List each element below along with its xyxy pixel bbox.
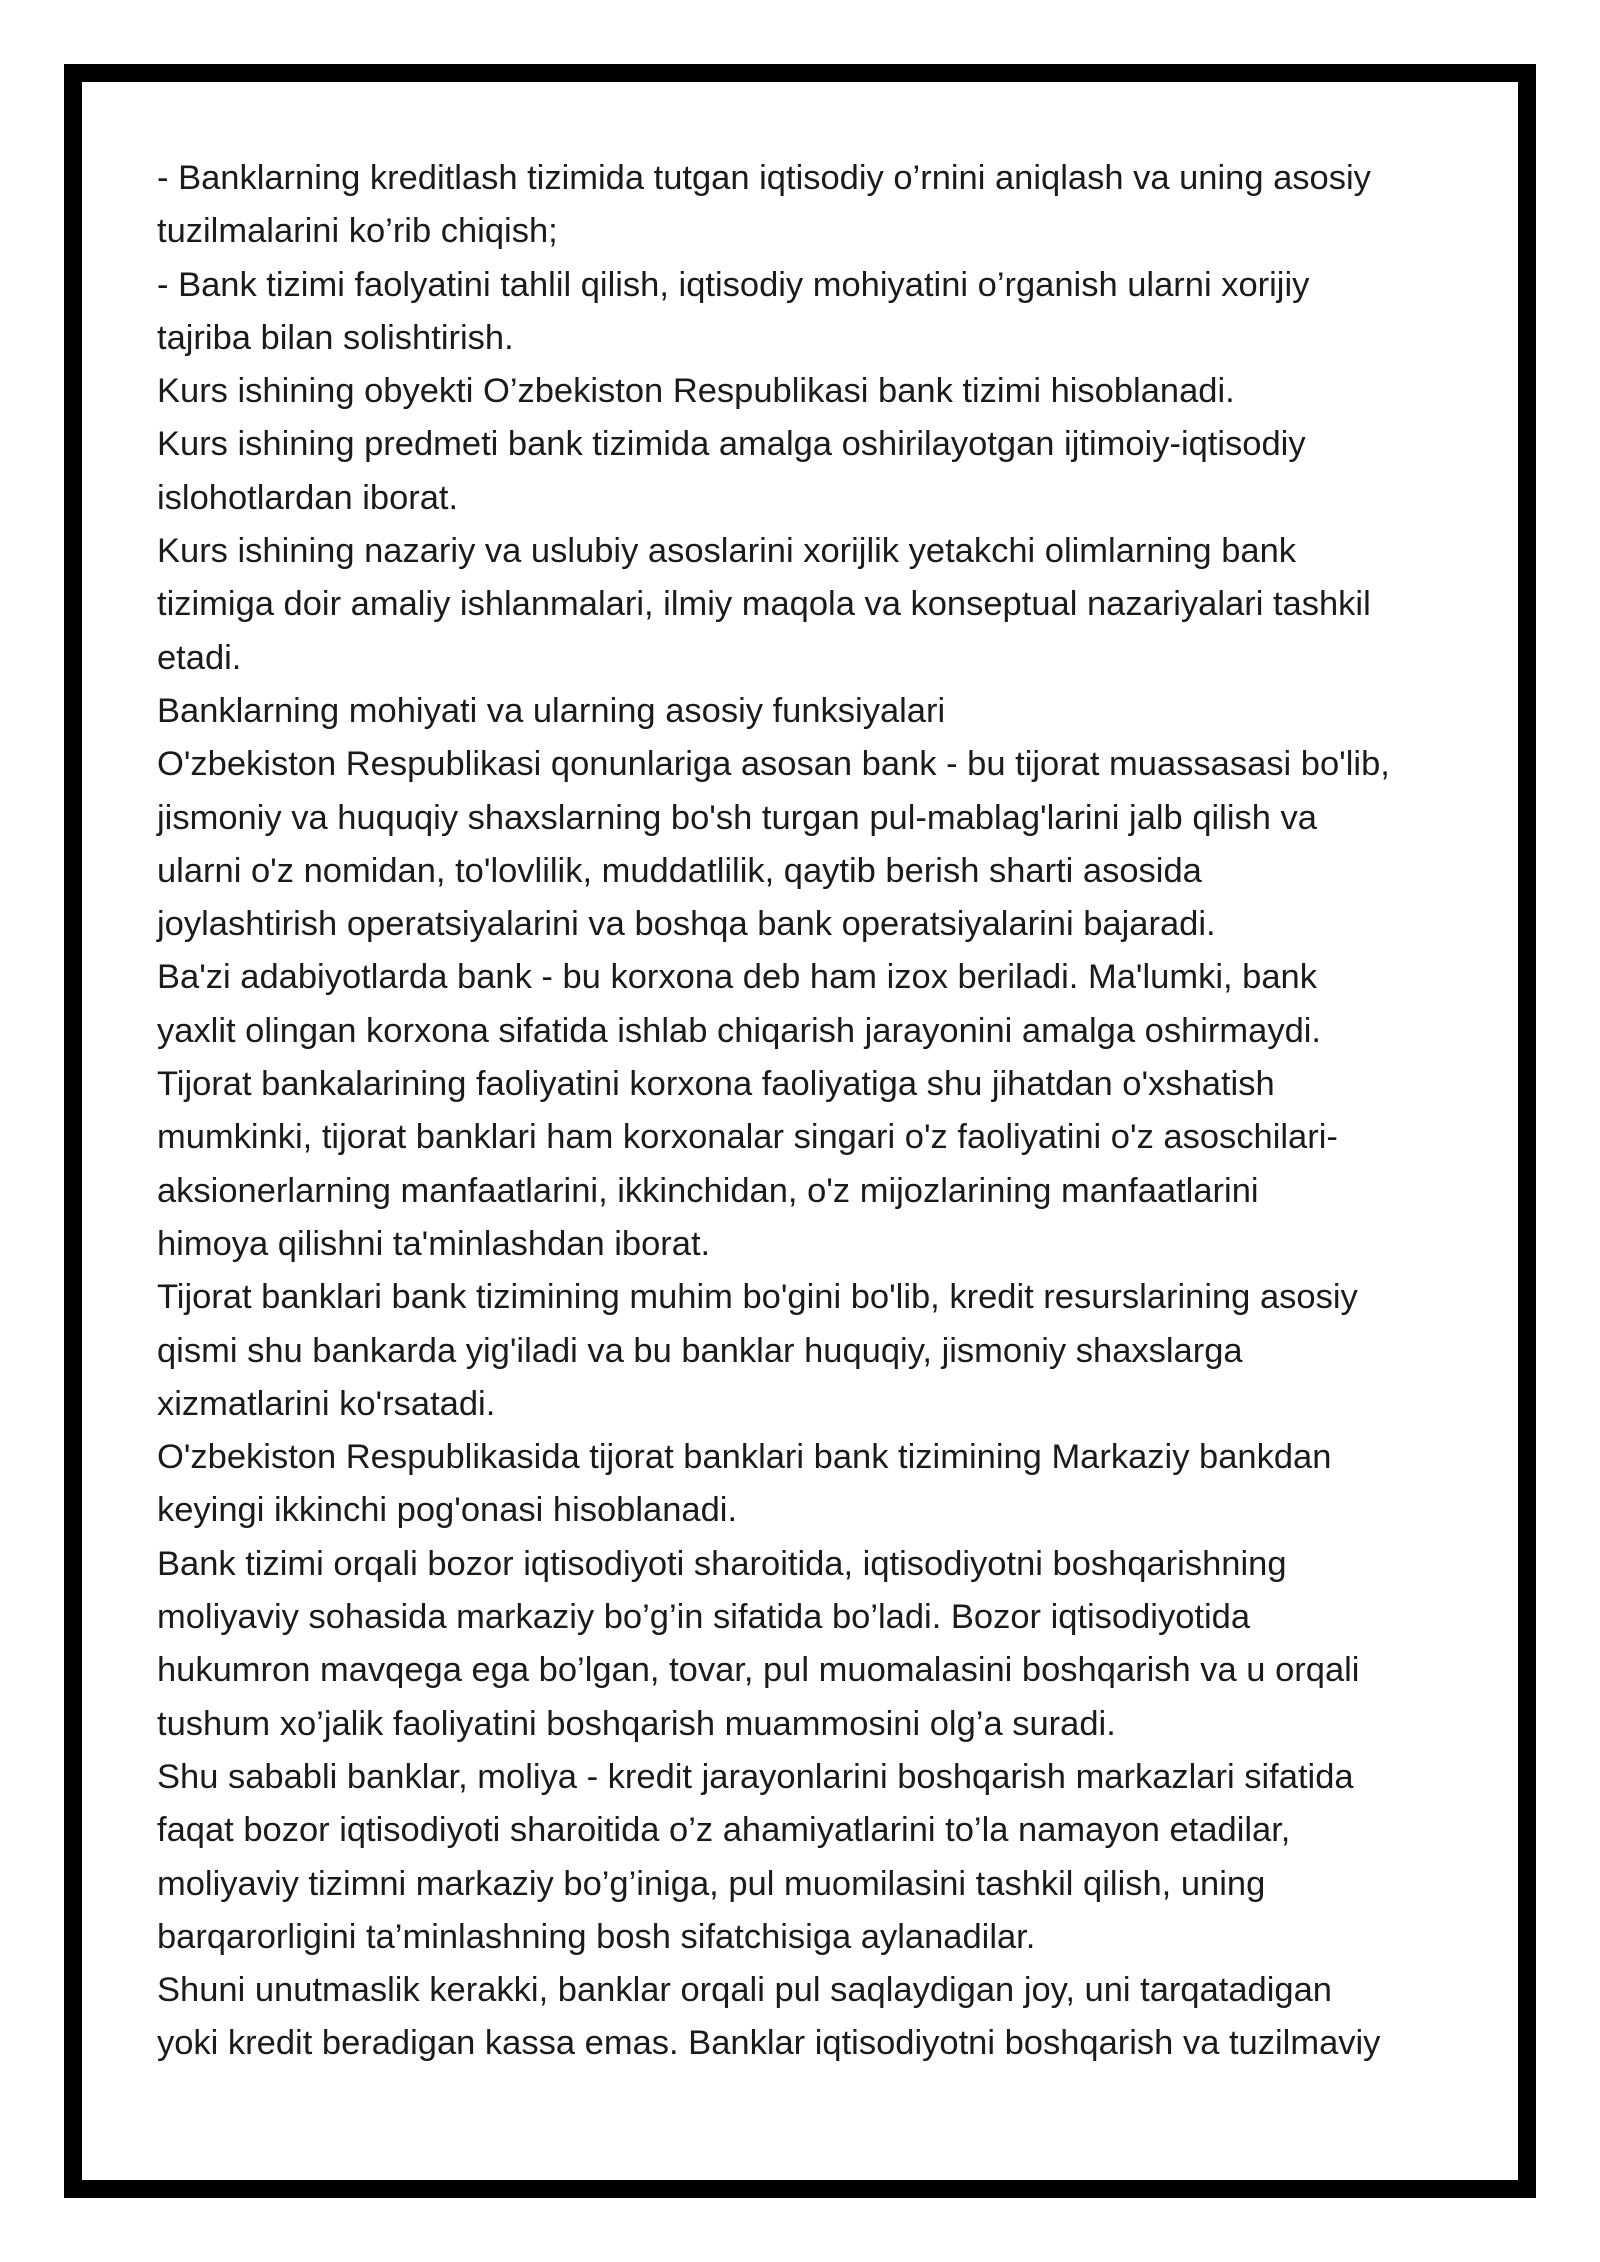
text-line: O'zbekiston Respublikasi qonunlariga asosan bank - bu tijorat muassasasi bo'lib, — [157, 745, 1390, 784]
text-line: jismoniy va huquqiy shaxslarning bo'sh turgan pul-mablag'larini jalb qilish va — [157, 798, 1317, 837]
text-line: Bank tizimi orqali bozor iqtisodiyoti sharoitida, iqtisodiyotni boshqarishning — [157, 1544, 1287, 1583]
text-line: Tijorat bankalarining faoliyatini korxona faoliyatiga shu jihatdan o'xshatish — [157, 1065, 1275, 1104]
text-line: tajriba bilan solishtirish. — [157, 318, 514, 357]
document-body — [157, 152, 1487, 2071]
text-line: tizimiga doir amaliy ishlanmalari, ilmiy maqola va konseptual nazariyalari tashkil — [157, 585, 1371, 624]
text-line: hukumron mavqega ega bo’lgan, tovar, pul muomalasini boshqarish va u orqali — [157, 1651, 1360, 1690]
text-line: qismi shu bankarda yig'iladi va bu banklar huquqiy, jismoniy shaxslarga — [157, 1331, 1243, 1370]
text-line: keyingi ikkinchi pog'onasi hisoblanadi. — [157, 1491, 738, 1530]
text-line: aksionerlarning manfaatlarini, ikkinchidan, o'z mijozlarining manfaatlarini — [157, 1171, 1259, 1210]
text-line: mumkinki, tijorat banklari ham korxonalar singari o'z faoliyatini o'z asoschilari- — [157, 1118, 1338, 1157]
text-line: Shuni unutmaslik kerakki, banklar orqali pul saqlaydigan joy, uni tarqatadigan — [157, 1971, 1332, 2010]
text-line: Kurs ishining predmeti bank tizimida amalga oshirilayotgan ijtimoiy-iqtisodiy — [157, 425, 1306, 464]
text-line: etadi. — [157, 638, 242, 677]
text-line: Ba'zi adabiyotlarda bank - bu korxona deb ham izox beriladi. Ma'lumki, bank — [157, 958, 1317, 997]
text-line: barqarorligini ta’minlashning bosh sifatchisiga aylanadilar. — [157, 1917, 1036, 1956]
section-heading: Banklarning mohiyati va ularning asosiy funksiyalari — [157, 691, 946, 730]
text-line: - Bank tizimi faolyatini tahlil qilish, iqtisodiy mohiyatini o’rganish ularni xorijiy — [157, 265, 1310, 304]
text-line: Tijorat banklari bank tizimining muhim bo'gini bo'lib, kredit resurslarining asosiy — [157, 1278, 1358, 1317]
text-line: O'zbekiston Respublikasida tijorat banklari bank tizimining Markaziy bankdan — [157, 1438, 1332, 1477]
text-line: Kurs ishining nazariy va uslubiy asoslarini xorijlik yetakchi olimlarning bank — [157, 532, 1297, 571]
text-line: faqat bozor iqtisodiyoti sharoitida o’z ahamiyatlarini to’la namayon etadilar, — [157, 1811, 1291, 1850]
text-line: Shu sababli banklar, moliya - kredit jarayonlarini boshqarish markazlari sifatida — [157, 1757, 1354, 1796]
text-line: Kurs ishining obyekti O’zbekiston Respublikasi bank tizimi hisoblanadi. — [157, 372, 1235, 411]
text-line: ularni o'z nomidan, to'lovlilik, muddatlilik, qaytib berish sharti asosida — [157, 851, 1202, 890]
text-line: moliyaviy sohasida markaziy bo’g’in sifatida bo’ladi. Bozor iqtisodiyotida — [157, 1598, 1251, 1637]
text-line: xizmatlarini ko'rsatadi. — [157, 1384, 496, 1423]
text-line: himoya qilishni ta'minlashdan iborat. — [157, 1224, 711, 1263]
text-line: - Banklarning kreditlash tizimida tutgan iqtisodiy o’rnini aniqlash va uning asosiy — [157, 159, 1371, 197]
text-line: islohotlardan iborat. — [157, 478, 459, 517]
text-line: yaxlit olingan korxona sifatida ishlab chiqarish jarayonini amalga oshirmaydi. — [157, 1011, 1322, 1050]
text-line: yoki kredit beradigan kassa emas. Banklar iqtisodiyotni boshqarish va tuzilmaviy — [157, 2024, 1381, 2063]
text-line: moliyaviy tizimni markaziy bo’g’iniga, pul muomilasini tashkil qilish, uning — [157, 1864, 1266, 1903]
text-line: joylashtirish operatsiyalarini va boshqa bank operatsiyalarini bajaradi. — [157, 905, 1216, 944]
text-line: tushum xo’jalik faoliyatini boshqarish muammosini olg’a suradi. — [157, 1704, 1116, 1743]
text-line: tuzilmalarini ko’rib chiqish; — [157, 212, 558, 251]
